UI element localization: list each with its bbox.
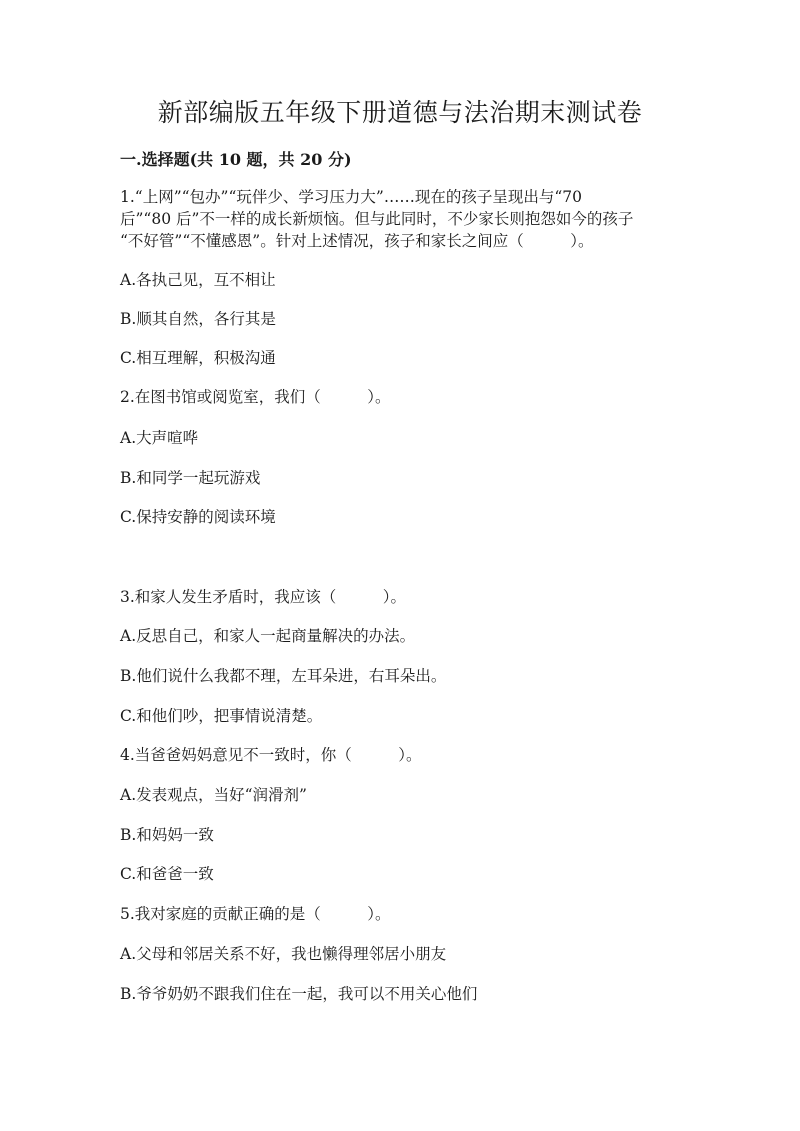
question-4-stem: 4.当爸爸妈妈意见不一致时，你（ ）。	[120, 746, 422, 764]
question-1-stem-line-3: “不好管”“不懂感恩”。针对上述情况，孩子和家长之间应（ ）。	[120, 232, 594, 250]
question-4-option-b: B.和妈妈一致	[120, 826, 214, 844]
question-2-option-b: B.和同学一起玩游戏	[120, 469, 261, 487]
question-5-option-b: B.爷爷奶奶不跟我们住在一起，我可以不用关心他们	[120, 985, 478, 1003]
question-5-option-a: A.父母和邻居关系不好，我也懒得理邻居小朋友	[120, 945, 447, 963]
page-title: 新部编版五年级下册道德与法治期末测试卷	[157, 98, 643, 127]
question-3-option-c: C.和他们吵，把事情说清楚。	[120, 707, 323, 725]
question-4-option-c: C.和爸爸一致	[120, 865, 214, 883]
question-2-stem: 2.在图书馆或阅览室，我们（ ）。	[120, 388, 391, 406]
question-3-option-a: A.反思自己，和家人一起商量解决的办法。	[120, 627, 416, 645]
question-1-stem-line-2: 后”“80 后”不一样的成长新烦恼。但与此同时，不少家长则抱怨如今的孩子	[120, 210, 634, 228]
section-heading: 一.选择题(共 10 题，共 20 分)	[120, 150, 352, 169]
question-4-option-a: A.发表观点，当好“润滑剂”	[120, 786, 307, 804]
question-3-option-b: B.他们说什么我都不理，左耳朵进，右耳朵出。	[120, 667, 447, 685]
question-5-stem: 5.我对家庭的贡献正确的是（ ）。	[120, 905, 391, 923]
question-1-option-b: B.顺其自然，各行其是	[120, 310, 276, 328]
question-1-stem-line-1: 1.“上网”“包办”“玩伴少、学习压力大”……现在的孩子呈现出与“70	[120, 188, 582, 206]
question-1-option-a: A.各执己见，互不相让	[120, 271, 276, 289]
question-2-option-c: C.保持安静的阅读环境	[120, 508, 276, 526]
question-3-stem: 3.和家人发生矛盾时，我应该（ ）。	[120, 588, 407, 606]
question-1-option-c: C.相互理解，积极沟通	[120, 349, 276, 367]
question-2-option-a: A.大声喧哗	[120, 429, 199, 447]
